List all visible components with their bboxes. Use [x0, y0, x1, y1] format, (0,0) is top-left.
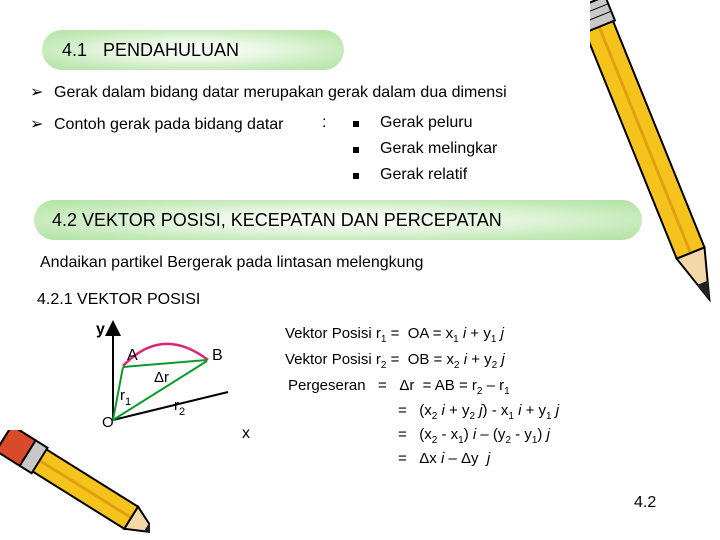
example-item: Gerak melingkar — [380, 140, 498, 157]
equation-position-r2: Vektor Posisi $r_2$ = OB = $x_2$ $i + y_2$ j — [285, 351, 505, 371]
equation-step-2: = $(x_2 - x_1)$ i – $(y_2 - y_1)$ j — [398, 426, 550, 446]
r2-label: $r_2$ — [174, 397, 186, 418]
section-title: PENDAHULUAN — [103, 40, 240, 60]
intro-text: Andaikan partikel Bergerak pada lintasan melengkung — [40, 254, 424, 271]
subsection-title: 4.2.1 VEKTOR POSISI — [37, 291, 201, 308]
page-number: 4.2 — [634, 494, 657, 511]
point-b-label: B — [212, 347, 223, 364]
r1-label: $r_1$ — [120, 387, 132, 408]
origin-label: O — [102, 414, 114, 431]
x-label: x — [242, 425, 250, 442]
y-label: y — [96, 321, 105, 338]
point-a-label: A — [127, 347, 138, 364]
example-item: Gerak peluru — [380, 114, 473, 131]
delta-r-label: Δr — [154, 369, 170, 386]
arrow-bullet-icon: ➢ — [30, 116, 44, 133]
equation-step-1: = ($x_2$ $i + y_2$ $j) - x_1$ $i + y_1$ j — [398, 402, 560, 422]
section-title: 4.2 VEKTOR POSISI, KECEPATAN DAN PERCEPATAN — [52, 210, 502, 230]
bullet-item: ➢ Gerak dalam bidang datar merupakan gerak dalam dua dimensi — [30, 84, 507, 101]
pencil-icon — [590, 0, 720, 330]
equation-displacement: Pergeseran = Δr = AB = $r_2 - r_1$ — [288, 377, 510, 397]
equation-position-r1: Vektor Posisi $r_1$ = OA = $x_1$ $i + y_1$ j — [285, 325, 504, 345]
section-number: 4.1 — [62, 40, 88, 60]
example-item: Gerak relatif — [380, 166, 468, 183]
equation-step-3: = Δx i – Δy j — [398, 450, 491, 467]
pencil-icon — [0, 430, 150, 540]
arrow-bullet-icon: ➢ — [30, 84, 44, 101]
bullet-item: ➢ Contoh gerak pada bidang datar — [30, 116, 284, 133]
colon: : — [322, 114, 327, 131]
